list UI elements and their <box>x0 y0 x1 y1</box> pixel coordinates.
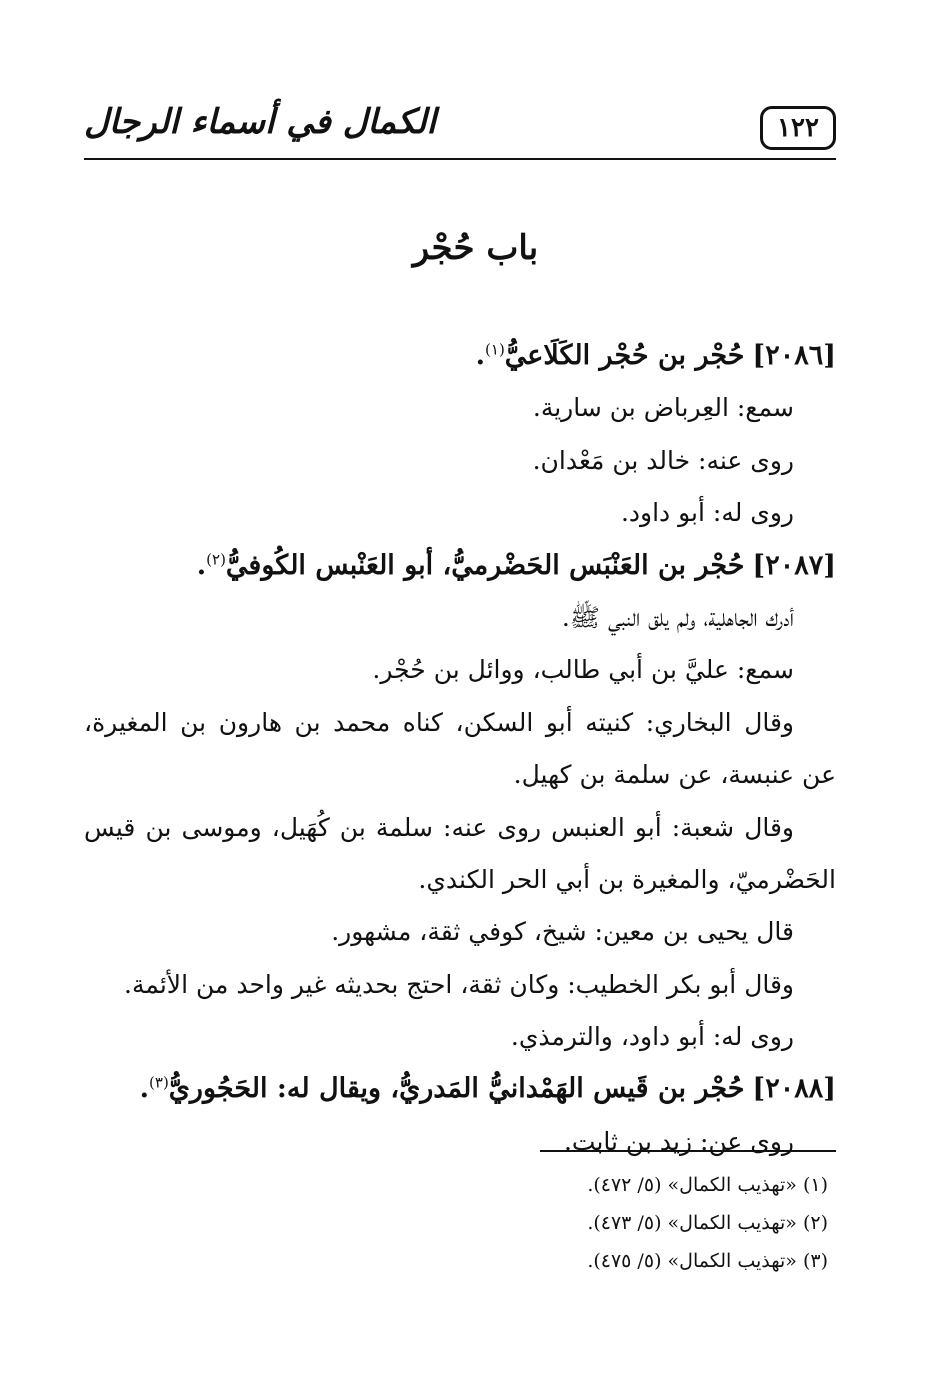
entry-number: [٢٠٨٧] <box>752 549 836 581</box>
footnote-item: (٢) «تهذيب الكمال» (٥/ ٤٧٣). <box>587 1212 828 1234</box>
body-line: وقال أبو بكر الخطيب: وكان ثقة، احتج بحديثه غير واحد من الأئمة. <box>124 969 794 999</box>
book-title: الكمال في أسماء الرجال <box>84 102 436 142</box>
entry-name: حُجْر بن قَيس الهَمْدانيُّ المَدريُّ، ويقال له: الحَجُوريُّ <box>168 1073 745 1105</box>
footnotes <box>84 1166 836 1280</box>
footnote-ref[interactable]: (٣) <box>149 1074 169 1093</box>
body-line: أدرك الجاهلية، ولم يلق النبي ﷺ. <box>561 602 794 632</box>
body-line: قال يحيى بن معين: شيخ، كوفي ثقة، مشهور. <box>331 917 794 947</box>
entry-end: . <box>475 340 486 371</box>
header-rule <box>84 158 836 160</box>
entry-number: [٢٠٨٦] <box>752 340 836 371</box>
entry-end: . <box>196 549 207 581</box>
entry-heading <box>84 330 836 382</box>
entry-name: حُجْر بن العَنْبَس الحَضْرميُّ، أبو العَنْبس الكُوفيُّ <box>225 549 745 581</box>
body-line: سمع: العِرباض بن سارية. <box>532 393 794 423</box>
body-line: سمع: عليَّ بن أبي طالب، ووائل بن حُجْر. <box>372 655 794 685</box>
body-line: روى له: أبو داود، والترمذي. <box>510 1022 794 1052</box>
page-number: ١٢٢ <box>760 106 836 150</box>
page-body <box>84 330 836 1168</box>
body-line: روى عنه: خالد بن مَعْدان. <box>532 445 794 475</box>
body-line: روى له: أبو داود. <box>620 498 794 528</box>
entry-heading <box>84 540 836 592</box>
entry-heading <box>84 1063 836 1115</box>
body-line: الحَضْرميّ، والمغيرة بن أبي الحر الكندي. <box>418 864 836 894</box>
entry-number: [٢٠٨٨] <box>752 1073 836 1105</box>
footnote-item: (٣) «تهذيب الكمال» (٥/ ٤٧٥). <box>587 1250 828 1272</box>
entry-end: . <box>139 1073 150 1105</box>
body-line: عن عنبسة، عن سلمة بن كهيل. <box>513 760 836 790</box>
entry-name: حُجْر بن حُجْر الكَلَاعيُّ <box>504 340 745 371</box>
body-line: روى عن: زيد بن ثابت. <box>563 1126 794 1156</box>
body-line: وقال البخاري: كنيته أبو السكن، كناه محمد بن هارون بن المغيرة، <box>84 707 794 737</box>
footnote-ref[interactable]: (٢) <box>206 550 226 569</box>
footnote-item: (١) «تهذيب الكمال» (٥/ ٤٧٢). <box>587 1174 828 1196</box>
body-line: وقال شعبة: أبو العنبس روى عنه: سلمة بن كُهَيل، وموسى بن قيس <box>84 812 794 842</box>
footnote-ref[interactable]: (١) <box>485 340 505 359</box>
page-header <box>84 96 836 160</box>
chapter-title: باب حُجْر <box>412 228 539 268</box>
footnote-separator <box>540 1150 836 1152</box>
